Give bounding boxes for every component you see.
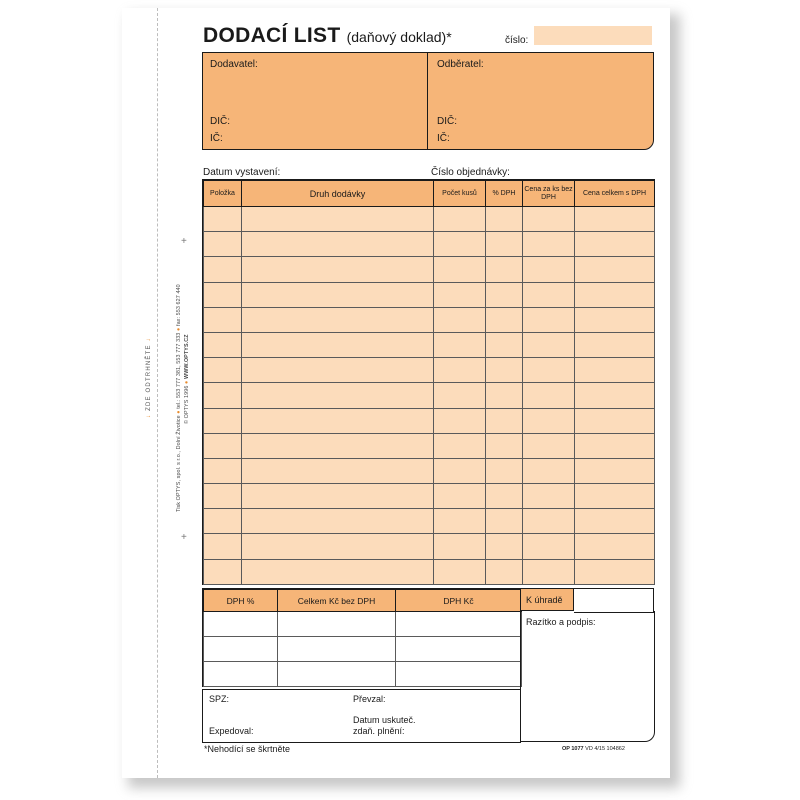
item-cell[interactable] [575, 534, 655, 559]
stamp-label: Razítko a podpis: [526, 617, 596, 627]
item-cell[interactable] [242, 559, 434, 584]
item-cell[interactable] [204, 232, 242, 257]
item-cell[interactable] [486, 509, 523, 534]
item-cell[interactable] [204, 484, 242, 509]
item-cell[interactable] [434, 408, 486, 433]
summary-cell[interactable] [204, 662, 278, 687]
item-cell[interactable] [486, 282, 523, 307]
stamp-signature-box[interactable] [520, 611, 655, 742]
table-row [204, 207, 655, 232]
table-row [204, 282, 655, 307]
printer-info: Tisk OPTYS, spol. s r.o., Dolní Životice ● tel.: 553 777 381, 553 777 333 ● fax: 553 627 440 [176, 284, 182, 512]
table-row [204, 484, 655, 509]
item-cell[interactable] [575, 408, 655, 433]
item-cell[interactable] [523, 559, 575, 584]
item-cell[interactable] [486, 484, 523, 509]
item-cell[interactable] [523, 207, 575, 232]
item-cell[interactable] [523, 383, 575, 408]
item-cell[interactable] [242, 358, 434, 383]
item-cell[interactable] [204, 383, 242, 408]
item-cell[interactable] [575, 458, 655, 483]
item-cell[interactable] [486, 358, 523, 383]
table-row [204, 534, 655, 559]
col-vat-rate: DPH % [204, 590, 278, 612]
item-cell[interactable] [204, 307, 242, 332]
col-delivery-type: Druh dodávky [242, 181, 434, 207]
item-cell[interactable] [486, 534, 523, 559]
item-cell[interactable] [204, 408, 242, 433]
col-quantity: Počet kusů [434, 181, 486, 207]
item-cell[interactable] [204, 433, 242, 458]
summary-cell[interactable] [278, 612, 396, 637]
item-cell[interactable] [486, 559, 523, 584]
item-cell[interactable] [242, 433, 434, 458]
item-cell[interactable] [242, 207, 434, 232]
order-number-label: Číslo objednávky: [431, 167, 510, 178]
item-cell[interactable] [575, 559, 655, 584]
number-field[interactable] [534, 26, 652, 45]
arrow-icon: ↓ [146, 413, 152, 418]
item-cell[interactable] [204, 358, 242, 383]
item-cell[interactable] [575, 358, 655, 383]
item-cell[interactable] [575, 232, 655, 257]
supplier-dic-label: DIČ: [210, 116, 230, 127]
document-title: DODACÍ LIST (daňový doklad)* [203, 24, 452, 47]
delivery-section [202, 689, 521, 743]
customer-label: Odběratel: [437, 59, 484, 70]
item-cell[interactable] [434, 458, 486, 483]
to-pay-label-cell: K úhradě [520, 588, 574, 611]
document-subtitle: (daňový doklad)* [346, 29, 452, 45]
item-cell[interactable] [242, 509, 434, 534]
item-cell[interactable] [486, 257, 523, 282]
summary-row [204, 612, 522, 637]
item-cell[interactable] [434, 257, 486, 282]
taxable-date-label: Datum uskuteč. [353, 715, 416, 725]
col-total-price: Cena celkem s DPH [575, 181, 655, 207]
item-cell[interactable] [242, 232, 434, 257]
arrow-icon: ↓ [146, 337, 152, 342]
item-cell[interactable] [486, 383, 523, 408]
item-cell[interactable] [486, 332, 523, 357]
summary-cell[interactable] [204, 612, 278, 637]
item-cell[interactable] [523, 484, 575, 509]
col-total-without-vat: Celkem Kč bez DPH [278, 590, 396, 612]
supplier-label: Dodavatel: [210, 59, 258, 70]
col-vat-amount: DPH Kč [396, 590, 522, 612]
item-cell[interactable] [575, 307, 655, 332]
footnote: *Nehodící se škrtněte [204, 744, 291, 754]
table-row [204, 458, 655, 483]
col-unit-price: Cena za ks bez DPH [523, 181, 575, 207]
item-cell[interactable] [242, 458, 434, 483]
item-cell[interactable] [204, 332, 242, 357]
items-body [204, 207, 655, 585]
item-cell[interactable] [242, 408, 434, 433]
item-cell[interactable] [434, 358, 486, 383]
items-header-row [204, 181, 655, 207]
item-cell[interactable] [575, 207, 655, 232]
summary-wrap [202, 588, 521, 687]
item-cell[interactable] [204, 509, 242, 534]
item-cell[interactable] [523, 408, 575, 433]
taxable-date-label-2: zdaň. plnění: [353, 726, 405, 736]
summary-table [203, 589, 522, 687]
item-cell[interactable] [486, 433, 523, 458]
item-cell[interactable] [575, 282, 655, 307]
summary-cell[interactable] [204, 637, 278, 662]
summary-cell[interactable] [396, 662, 522, 687]
table-row [204, 307, 655, 332]
parties-box [202, 52, 654, 150]
item-cell[interactable] [486, 458, 523, 483]
item-cell[interactable] [204, 534, 242, 559]
items-table [203, 180, 655, 585]
item-cell[interactable] [434, 383, 486, 408]
item-cell[interactable] [523, 282, 575, 307]
summary-row [204, 637, 522, 662]
col-item: Položka [204, 181, 242, 207]
item-cell[interactable] [575, 484, 655, 509]
item-cell[interactable] [486, 307, 523, 332]
item-cell[interactable] [523, 358, 575, 383]
table-row [204, 433, 655, 458]
registration-mark: + [181, 236, 187, 247]
table-row [204, 332, 655, 357]
supplier-ic-label: IČ: [210, 133, 223, 144]
item-cell[interactable] [523, 257, 575, 282]
item-cell[interactable] [204, 458, 242, 483]
table-row [204, 408, 655, 433]
summary-header-row [204, 590, 522, 612]
form-code: OP 1077 VD 4/15 104862 [562, 746, 625, 752]
items-table-wrap [202, 179, 655, 585]
summary-cell[interactable] [278, 637, 396, 662]
item-cell[interactable] [204, 282, 242, 307]
optys-info: © OPTYS 1996 ● WWW.OPTYS.CZ [184, 334, 190, 424]
tear-here-text [146, 337, 152, 418]
item-cell[interactable] [523, 433, 575, 458]
summary-body [204, 612, 522, 687]
item-cell[interactable] [434, 534, 486, 559]
item-cell[interactable] [523, 534, 575, 559]
item-cell[interactable] [434, 232, 486, 257]
table-row [204, 257, 655, 282]
table-row [204, 509, 655, 534]
item-cell[interactable] [523, 509, 575, 534]
to-pay-value-field[interactable] [574, 588, 654, 613]
item-cell[interactable] [575, 332, 655, 357]
item-cell[interactable] [434, 307, 486, 332]
perforation-line [157, 8, 158, 778]
table-row [204, 358, 655, 383]
item-cell[interactable] [242, 534, 434, 559]
item-cell[interactable] [434, 484, 486, 509]
item-cell[interactable] [575, 383, 655, 408]
summary-cell[interactable] [278, 662, 396, 687]
item-cell[interactable] [204, 559, 242, 584]
item-cell[interactable] [242, 257, 434, 282]
summary-cell[interactable] [396, 637, 522, 662]
item-cell[interactable] [242, 282, 434, 307]
item-cell[interactable] [242, 307, 434, 332]
item-cell[interactable] [242, 332, 434, 357]
item-cell[interactable] [523, 232, 575, 257]
received-label: Převzal: [353, 694, 386, 704]
item-cell[interactable] [486, 232, 523, 257]
tear-label: ZDE ODTRHNĚTE [146, 344, 152, 411]
item-cell[interactable] [575, 509, 655, 534]
item-cell[interactable] [434, 207, 486, 232]
item-cell[interactable] [204, 207, 242, 232]
table-row [204, 559, 655, 584]
summary-row [204, 662, 522, 687]
item-cell[interactable] [434, 332, 486, 357]
item-cell[interactable] [434, 509, 486, 534]
item-cell[interactable] [434, 559, 486, 584]
item-cell[interactable] [523, 332, 575, 357]
issue-date-label: Datum vystavení: [203, 167, 281, 178]
dispatched-label: Expedoval: [209, 726, 254, 736]
item-cell[interactable] [523, 307, 575, 332]
col-vat-percent: % DPH [486, 181, 523, 207]
item-cell[interactable] [242, 383, 434, 408]
number-label: číslo: [505, 35, 529, 46]
item-cell[interactable] [575, 433, 655, 458]
table-row [204, 383, 655, 408]
item-cell[interactable] [575, 257, 655, 282]
registration-mark: + [181, 532, 187, 543]
spz-label: SPZ: [209, 694, 230, 704]
item-cell[interactable] [434, 433, 486, 458]
summary-cell[interactable] [396, 612, 522, 637]
item-cell[interactable] [242, 484, 434, 509]
item-cell[interactable] [486, 207, 523, 232]
parties-divider [427, 53, 428, 149]
item-cell[interactable] [523, 458, 575, 483]
item-cell[interactable] [204, 257, 242, 282]
customer-dic-label: DIČ: [437, 116, 457, 127]
item-cell[interactable] [486, 408, 523, 433]
customer-ic-label: IČ: [437, 133, 450, 144]
table-row [204, 232, 655, 257]
item-cell[interactable] [434, 282, 486, 307]
